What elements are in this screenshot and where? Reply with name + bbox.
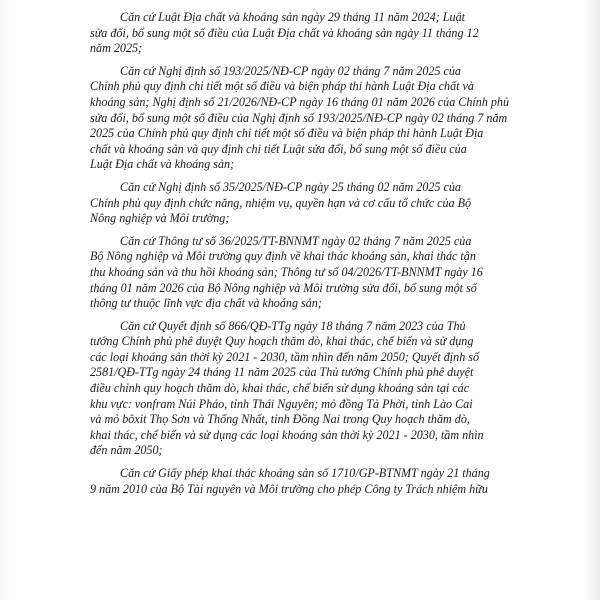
paragraph-line: khu vực: vonfram Núi Pháo, tỉnh Thái Nguyên; mỏ đồng Tả Phời, tỉnh Lào Cai <box>90 396 473 411</box>
legal-basis-paragraph <box>90 64 545 173</box>
page-edge-shadow <box>586 0 600 600</box>
paragraph-line: Căn cứ Luật Địa chất và khoáng sản ngày 29 tháng 11 năm 2024; Luật <box>120 10 465 24</box>
paragraph-line: điều chỉnh quy hoạch thăm dò, khai thác, chế biến sử dụng khoáng sản tại các <box>90 381 470 396</box>
paragraph-line: 9 năm 2010 của Bộ Tài nguyên và Môi trường cho phép Công ty Trách nhiệm hữu <box>90 481 488 496</box>
paragraph-line: tướng Chính phủ phê duyệt Quy hoạch thăm dò, khai thác, chế biến và sử dụng <box>90 334 474 349</box>
legal-basis-paragraph <box>90 466 545 497</box>
paragraph-line: Căn cứ Giấy phép khai thác khoáng sản số 1710/GP-BTNMT ngày 21 tháng <box>120 466 490 481</box>
paragraph-line: khai thác, chế biến và sử dụng các loại khoáng sản thời kỳ 2021 - 2030, tầm nhìn <box>90 427 484 442</box>
paragraph-line: Bộ Nông nghiệp và Môi trường quy định về khai thác khoáng sản, khai thác tận <box>90 249 476 264</box>
paragraph-line: và mỏ bôxit Thọ Sơn và Thống Nhất, tỉnh Đồng Nai trong Quy hoạch thăm dò, <box>90 412 470 427</box>
paragraph-line: Căn cứ Quyết định số 866/QĐ-TTg ngày 18 tháng 7 năm 2023 của Thủ <box>120 318 466 333</box>
paragraph-line: thông tư thuộc lĩnh vực địa chất và khoáng sản; <box>90 296 322 311</box>
paragraph-line: tháng 01 năm 2026 của Bộ Nông nghiệp và Môi trường sửa đổi, bổ sung một số <box>90 280 477 295</box>
paragraph-line: Chính phủ quy định chi tiết một số điều và biện pháp thi hành Luật Địa chất và <box>90 79 474 94</box>
paragraph-line: chất và khoáng sản và quy định chi tiết Luật sửa đổi, bổ sung một số điều của <box>90 141 467 156</box>
legal-basis-paragraph <box>90 234 545 312</box>
legal-basis-paragraph <box>90 180 545 227</box>
paragraph-line: thu khoáng sản và thu hồi khoáng sản; Thông tư số 04/2026/TT-BNNMT ngày 16 <box>90 264 483 279</box>
paragraph-line: Chính phủ quy định chức năng, nhiệm vụ, quyền hạn và cơ cấu tổ chức của Bộ <box>90 195 472 210</box>
page-left-shadow <box>0 0 10 600</box>
paragraph-line: Căn cứ Nghị định số 35/2025/NĐ-CP ngày 25 tháng 02 năm 2025 của <box>120 179 461 194</box>
legal-basis-paragraph <box>90 10 545 57</box>
paragraph-line: 2581/QĐ-TTg ngày 24 tháng 11 năm 2025 của Thủ tướng Chính phủ phê duyệt <box>90 365 474 380</box>
paragraph-line: đến năm 2050; <box>90 443 163 458</box>
paragraph-line: sửa đổi, bổ sung một số điều của Nghị định số 193/2025/NĐ-CP ngày 02 tháng 7 năm <box>90 110 508 125</box>
legal-basis-section <box>90 10 545 504</box>
paragraph-line: Nông nghiệp và Môi trường; <box>90 211 230 226</box>
paragraph-line: Căn cứ Thông tư số 36/2025/TT-BNNMT ngày 02 tháng 7 năm 2025 của <box>120 233 472 248</box>
paragraph-line: sửa đổi, bổ sung một số điều của Luật Địa chất và khoáng sản ngày 11 tháng 12 <box>90 25 479 40</box>
paragraph-line: năm 2025; <box>90 41 143 56</box>
paragraph-line: khoáng sản; Nghị định số 21/2026/NĐ-CP ngày 16 tháng 01 năm 2026 của Chính phủ <box>90 94 510 109</box>
paragraph-line: Luật Địa chất và khoáng sản; <box>90 157 235 172</box>
legal-basis-paragraph <box>90 319 545 459</box>
paragraph-line: các loại khoáng sản thời kỳ 2021 - 2030, tầm nhìn đến năm 2050; Quyết định số <box>90 349 480 364</box>
paragraph-line: Căn cứ Nghị định số 193/2025/NĐ-CP ngày 02 tháng 7 năm 2025 của <box>120 63 461 78</box>
paragraph-line: 2025 của Chính phủ quy định chi tiết một số điều và biện pháp thi hành Luật Địa <box>90 126 484 141</box>
